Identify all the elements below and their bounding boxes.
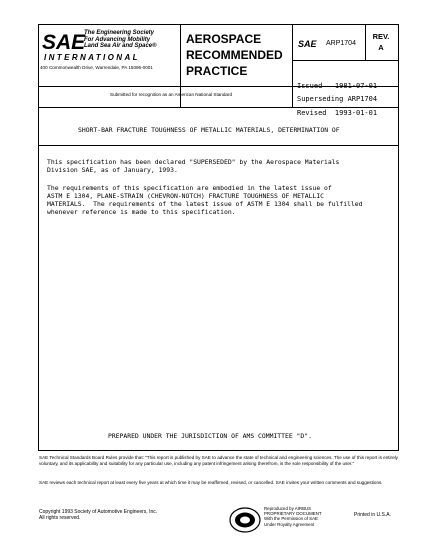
- title-line-1: AEROSPACE: [186, 32, 262, 46]
- society-address: 400 Commonwealth Drive, Warrendale, PA 15096-0001: [40, 65, 153, 70]
- tagline: [84, 30, 176, 50]
- header-divider-right: [292, 24, 293, 108]
- revised-date: Revised 1993-01-01: [297, 109, 378, 117]
- sae-mark-small: SAE: [298, 39, 317, 49]
- tagline-line-1: The Engineering Society: [84, 30, 155, 36]
- printed-in-note: Printed in U.S.A.: [354, 512, 391, 518]
- title-line-2: RECOMMENDED: [186, 48, 283, 62]
- document-title: SHORT-BAR FRACTURE TOUGHNESS OF METALLIC MATERIALS, DETERMINATION OF: [78, 126, 340, 134]
- requirements-paragraph: The requirements of this specification are embodied in the latest issue of ASTM E 1304, PLANE-STRAIN (CHEVRON-NOTCH) FRACTURE TOUGHNESS OF METALLIC MATERIALS. The requirements of the latest issue of ASTM E 1304 shall be fulfilled whenever reference is made to this specification.: [47, 184, 363, 216]
- document-number: ARP1704: [326, 40, 356, 47]
- technical-standards-notice: SAE Technical Standards Board Rules provide that: "This report is published by SAE to advance the state of technical and engineering sciences. The use of this report is entirely voluntary, and its applicability and suitability for any particular use, including any patent infringement arising therefrom, is the sole responsibility of the user.": [39, 455, 398, 466]
- revision-value: A: [378, 43, 384, 52]
- prepared-under-line: PREPARED UNDER THE JURISDICTION OF AMS COMMITTEE "D".: [108, 432, 312, 440]
- ansi-submission-note: Submitted for recognition as an American National Standard: [110, 92, 233, 97]
- reproduction-seal-icon: [228, 506, 262, 534]
- sae-logo-text: SAE: [42, 31, 86, 54]
- tagline-line-3: Land Sea Air and Space®: [84, 43, 157, 49]
- rev-divider: [365, 24, 366, 60]
- reproduction-seal-text: Reproduced by AIRBUS PROPRIETARY DOCUMENT With the Permission of SAE Under Royalty Agreement: [264, 506, 322, 527]
- sae-logo: [42, 30, 86, 54]
- superseding-note: Superseding ARP1704: [297, 95, 378, 103]
- copyright-notice: Copyright 1993 Society of Automotive Engineers, Inc. All rights reserved.: [39, 509, 158, 521]
- superseded-paragraph: This specification has been declared "SUPERSEDED" by the Aerospace Materials Division SAE, as of January, 1993.: [47, 158, 340, 174]
- review-notice: SAE reviews each technical report at least every five years at which time it may be reaffirmed, revised, or cancelled. SAE invites your written comments and suggestions.: [39, 480, 383, 485]
- title-line-3: PRACTICE: [186, 64, 248, 78]
- revision-box: [370, 31, 392, 53]
- issued-date: Issued 1981-07-01: [297, 82, 378, 90]
- international-wordmark: INTERNATIONAL: [44, 53, 140, 62]
- tagline-line-2: For Advancing Mobility: [84, 36, 151, 43]
- number-box-bottom-rule: [292, 60, 399, 61]
- title-bottom-rule: [38, 145, 399, 146]
- document-type-title: [186, 31, 283, 79]
- revision-label: REV.: [372, 32, 390, 41]
